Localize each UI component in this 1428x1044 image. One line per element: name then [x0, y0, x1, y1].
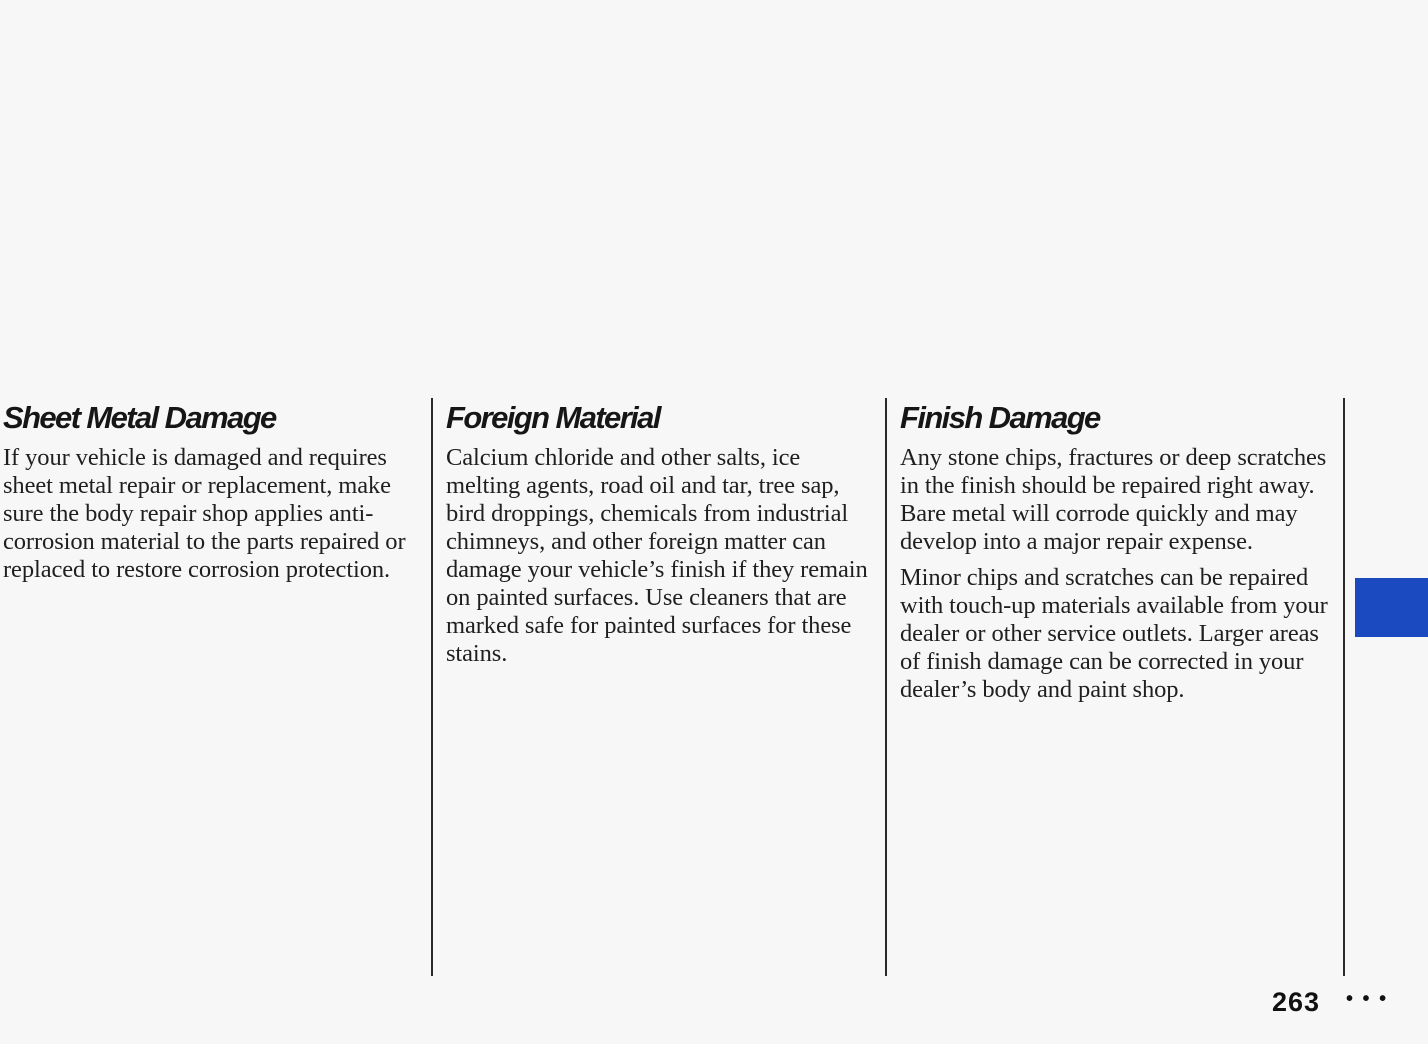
- section-paragraph: Any stone chips, fractures or deep scratches in the finish should be repaired right away. Bare metal will corrode quickly and may develop into a major repair expense.: [900, 444, 1327, 555]
- column-divider: [885, 398, 887, 976]
- section-heading: Sheet Metal Damage: [3, 400, 276, 435]
- section-heading: Foreign Material: [446, 400, 660, 435]
- page-continuation-dots: • • •: [1346, 988, 1389, 1010]
- section-paragraph: Calcium chloride and other salts, ice melting agents, road oil and tar, tree sap, bird droppings, chemicals from industrial chimneys, and other foreign matter can damage your vehicle’s finish if they remain on painted surfaces. Use cleaners that are marked safe for painted surfaces for these stains.: [446, 444, 868, 667]
- column-divider: [1343, 398, 1345, 976]
- section-paragraph: Minor chips and scratches can be repaired with touch-up materials available from your dealer or other service outlets. Larger areas of finish damage can be corrected in your dealer’s body and paint shop.: [900, 564, 1328, 703]
- section-heading: Finish Damage: [900, 400, 1100, 435]
- page-number: 263: [1272, 987, 1321, 1017]
- section-finish-damage: [900, 398, 1330, 712]
- section-paragraph: If your vehicle is damaged and requires sheet metal repair or replacement, make sure the body repair shop applies anti-corrosion material to the parts repaired or replaced to restore corrosion protection.: [3, 444, 406, 583]
- column-divider: [431, 398, 433, 976]
- section-foreign-material: [446, 398, 878, 676]
- section-tab-marker: [1355, 578, 1428, 637]
- section-sheet-metal-damage: [3, 398, 423, 592]
